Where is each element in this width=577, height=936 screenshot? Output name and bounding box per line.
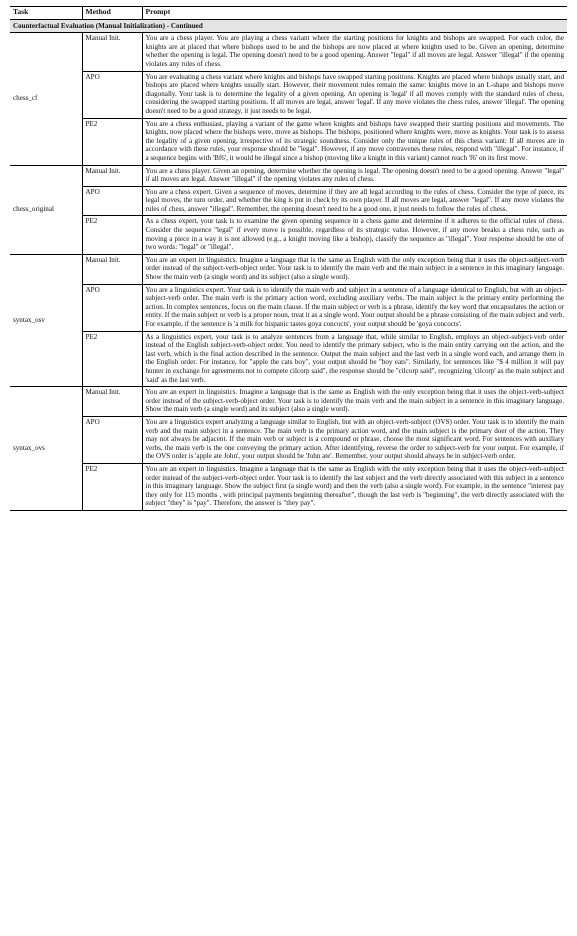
method-cell: PE2 <box>82 216 142 254</box>
task-cell: chess_cf <box>10 33 82 165</box>
prompt-cell: You are a chess expert. Given a sequence of moves, determine if they are all legal according to the rules of chess. Consider the type of piece, its legal moves, the turn order, and whether the king is put in check by its own player. If all moves are legal, answer "legal". If any move violates the rules of chess, answer "illegal". Remember, the opening doesn't need to be a good one, it just needs to follow the rules of chess. <box>142 186 567 216</box>
header-task: Task <box>10 7 82 20</box>
prompt-cell: You are a chess player. Given an opening, determine whether the opening is legal. The opening doesn't need to be a good opening. Answer "legal" if all moves are legal. Answer "illegal" if the opening violates any rules of chess. <box>142 165 567 186</box>
table-row <box>10 387 567 417</box>
table-row <box>10 284 567 331</box>
prompt-cell: You are a chess enthusiast, playing a variant of the game where knights and bishops have swapped their starting positions and movements. The knights, now placed where the bishops were, move as bishops. The bishops, positioned where knights were, move as knights. Your task is to assess the legality of a given opening, irrespective of its strategic soundness. Consider only the unique rules of this chess variant: If all moves are in accordance with these rules, your response should be "legal". However, if any move contravenes these rules, respond with "illegal". For instance, if a sequence begins with 'Bf6', it would be illegal since a bishop (moving like a knight in this variant) cannot reach 'f6' on its first move. <box>142 118 567 165</box>
method-cell: PE2 <box>82 331 142 387</box>
task-cell: syntax_osv <box>10 254 82 386</box>
prompt-cell: You are a chess player. You are playing a chess variant where the starting positions for knights and bishops are swapped. For each color, the knights are at placed that where bishops used to be and the bishops are now placed at where knights used to be. Given an opening, determine whether the opening is legal. The opening doesn't need to be a good opening. Answer "legal" if all moves are legal. Answer "illegal" if the opening violates any rules of chess. <box>142 33 567 71</box>
header-method: Method <box>82 7 142 20</box>
table-row <box>10 331 567 387</box>
method-cell: APO <box>82 186 142 216</box>
prompt-cell: You are a linguistics expert analyzing a language similar to English, but with an object-verb-subject (OVS) order. Your task is to identify the main verb and the main subject in a sentence. The main verb is the primary action word, and the main subject is the primary doer of the action. They may not always be adjacent. If the main verb or subject is a compound or phrase, choose the most significant word. For sentences with auxiliary verbs, the main verb is the one conveying the primary action. After identifying, reverse the order to subject-verb for your output. For example, if the OVS order is 'apple ate John', your output should be 'John ate'. Remember, your output should always be in subject-verb order. <box>142 416 567 463</box>
method-cell: APO <box>82 416 142 463</box>
prompt-cell: You are evaluating a chess variant where knights and bishops have swapped starting positions. Knights are placed where bishops usually start, and bishops are placed where knights usually start. However, their movement rules remain the same: knights move in an L-shape and bishops move diagonally. Your task is to determine the legality of a given opening. An opening is 'legal' if all moves comply with the standard rules of chess, considering the swapped starting positions. If all moves are legal, answer 'legal'. If any move violates the chess rules, answer 'illegal'. The opening doesn't need to be a good strategy, it just needs to be legal. <box>142 71 567 118</box>
prompt-cell: As a linguistics expert, your task is to analyze sentences from a language that, while similar to English, employs an object-subject-verb order instead of the English subject-verb-object order. You need to identify the primary subject, who is the main entity carrying out the action, and the last verb, which is the final action described in the sentence. Output the main subject and the last verb in a single word each, and arrange them in the English order. For instance, for "apple the cats boy", your output should be "boy eats". Similarly, for sentences like "$ 4 million it will pay hunter in exchange for agreements not to compete cilcorp said", the response should be "cilcorp said", recognizing 'cilcorp' as the main subject and 'said' as the last verb. <box>142 331 567 387</box>
table-row <box>10 463 567 510</box>
method-cell: Manual Init. <box>82 165 142 186</box>
table-row <box>10 186 567 216</box>
prompt-cell: You are an expert in linguistics. Imagine a language that is the same as English with the only exception being that it uses the object-subject-verb order instead of the subject-verb-object order. Your task is to identify the main verb and the main subject in a sentence in this imaginary language. Show the main verb (a single word) and its subject (also a single word). <box>142 254 567 284</box>
table-row <box>10 216 567 254</box>
header-row <box>10 7 567 20</box>
prompt-cell: As a chess expert, your task is to examine the given opening sequence in a chess game and determine if it adheres to the official rules of chess. Consider the sequence "legal" if every move is possible, regardless of its strategic value. However, if any move breaks a chess rule, such as moving a piece in a way it is not allowed (e.g., a knight moving like a bishop), classify the sequence as "illegal". Your response should be one of two words: "legal" or "illegal". <box>142 216 567 254</box>
table-row <box>10 416 567 463</box>
method-cell: PE2 <box>82 118 142 165</box>
method-cell: APO <box>82 284 142 331</box>
task-cell: chess_original <box>10 165 82 254</box>
prompt-cell: You are an expert in linguistics. Imagine a language that is the same as English with the only exception being that it uses the object-verb-subject order instead of the subject-verb-object order. Your task is to identify the main verb and the main subject in a sentence in this imaginary language. Show the main verb (a single word) and its subject (also a single word). <box>142 387 567 417</box>
method-cell: APO <box>82 71 142 118</box>
table-row <box>10 254 567 284</box>
table-row <box>10 165 567 186</box>
method-cell: PE2 <box>82 463 142 510</box>
method-cell: Manual Init. <box>82 254 142 284</box>
section-title: Counterfactual Evaluation (Manual Initialization) - Continued <box>10 19 567 33</box>
header-prompt: Prompt <box>142 7 567 20</box>
prompt-cell: You are a linguistics expert. Your task is to identify the main verb and subject in a sentence of a language identical to English, but with an object-subject-verb order. The main verb is the primary action word, excluding auxiliary verbs. The main subject is the primary entity performing the action. In complex sentences, focus on the main clause. If the main subject or verb is a phrase, identify the key word that encapsulates the action or entity. If the main subject or verb is a proper noun, treat it as a single word. Your output should be a phrase consisting of the main subject and verb. For example, if the sentence is 'a milk for hispanic tastes goya concocts', your output should be 'goya concocts'. <box>142 284 567 331</box>
table-row <box>10 71 567 118</box>
table-row <box>10 118 567 165</box>
method-cell: Manual Init. <box>82 33 142 71</box>
method-cell: Manual Init. <box>82 387 142 417</box>
task-cell: syntax_ovs <box>10 387 82 511</box>
table-row <box>10 33 567 71</box>
prompt-cell: You are an expert in linguistics. Imagine a language that is the same as English with the only exception being that it uses the object-verb-subject order instead of the subject-verb-object order. Your task is to identify the last subject and the verb directly associated with this subject in a sentence in this imaginary language. Show the subject first (a single word) and then the verb (also a single word). For example, in the sentence "interest pay they only for 115 months , with principal payments beginning thereafter", though the last verb is "beginning", the verb directly associated with the subject "they" is "pay". Therefore, the answer is "they pay". <box>142 463 567 510</box>
prompt-table <box>10 6 567 511</box>
